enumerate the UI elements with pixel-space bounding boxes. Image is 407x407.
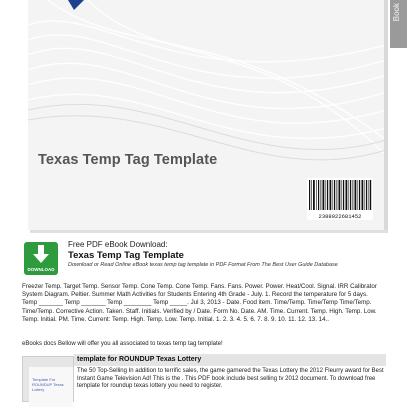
side-tab (390, 0, 407, 48)
cover-shadow (384, 0, 388, 232)
thumb-line-2: ROUNDUP Texas (32, 382, 64, 387)
free-ebook-label: Free PDF eBook Download: (68, 240, 168, 249)
download-label: DOWNLOAD (27, 267, 55, 272)
download-button[interactable] (24, 242, 58, 275)
description-text: Freezer Temp. Target Temp. Sensor Temp. Cone Temp. Cone Temp. Fans. Fans. Power. Power. Heat/Cool. Signal. IRR Calibrator System Diagram. Peltier. Summer Math Activities for Students Entering 4th Grade - July. 1. Record the temperature for 5 days. Temp _______ Temp _______ Temp ________ Temp _____. Jul 3, 2013 - Date. Food item. Time/Temp. Time/Temp Time/Temp. Time/Temp. Corrective Action. Taken. Staff. Initials. Verified by / Date. Form No. Date. AM. Time. Current. Temp. High. Temp. Low. Temp. Initial. PM. Time. Current: Temp. High. Temp. Low. Temp. Initial. 1. 2. 3. 4. 5. 6. 7. 8. 9. 10. 11. 12. 13. 14.. (22, 283, 377, 323)
cover-title: Texas Temp Tag Template (38, 152, 218, 168)
ebook-title[interactable]: Texas Temp Tag Template (68, 250, 184, 261)
cover-image (28, 0, 401, 230)
related-title[interactable]: template for ROUNDUP Texas Lottery (74, 354, 386, 366)
ebook-subtitle: Download or Read Online eBook texas temp tag template in PDF Format From The Best User Guide Database (68, 262, 338, 268)
thumb-line-3: Lottery (32, 387, 45, 392)
docs-line: eBooks docs Bellow will offer you all associated to texas temp tag template! (22, 341, 223, 347)
barcode-number: 2388922681452 (318, 213, 362, 220)
download-arrow-icon (33, 245, 49, 265)
related-body: The 50 Top-Selling In addition to terrific sales, the game garnered the Texas Lottery the 2012 Fleurry award for Best Instant Game Television Ad! This is the . This PDF book include best selling tv 2012 document. To download free template for roundup texas lottery you need to register. (77, 368, 384, 390)
side-tab-label: Book (392, 3, 401, 22)
related-thumbnail[interactable] (22, 356, 74, 402)
thumb-line-1: Template For (32, 377, 56, 382)
cover-bottom-shadow (30, 230, 388, 233)
related-thumbnail-text (32, 377, 64, 392)
barcode-bars (307, 178, 373, 212)
